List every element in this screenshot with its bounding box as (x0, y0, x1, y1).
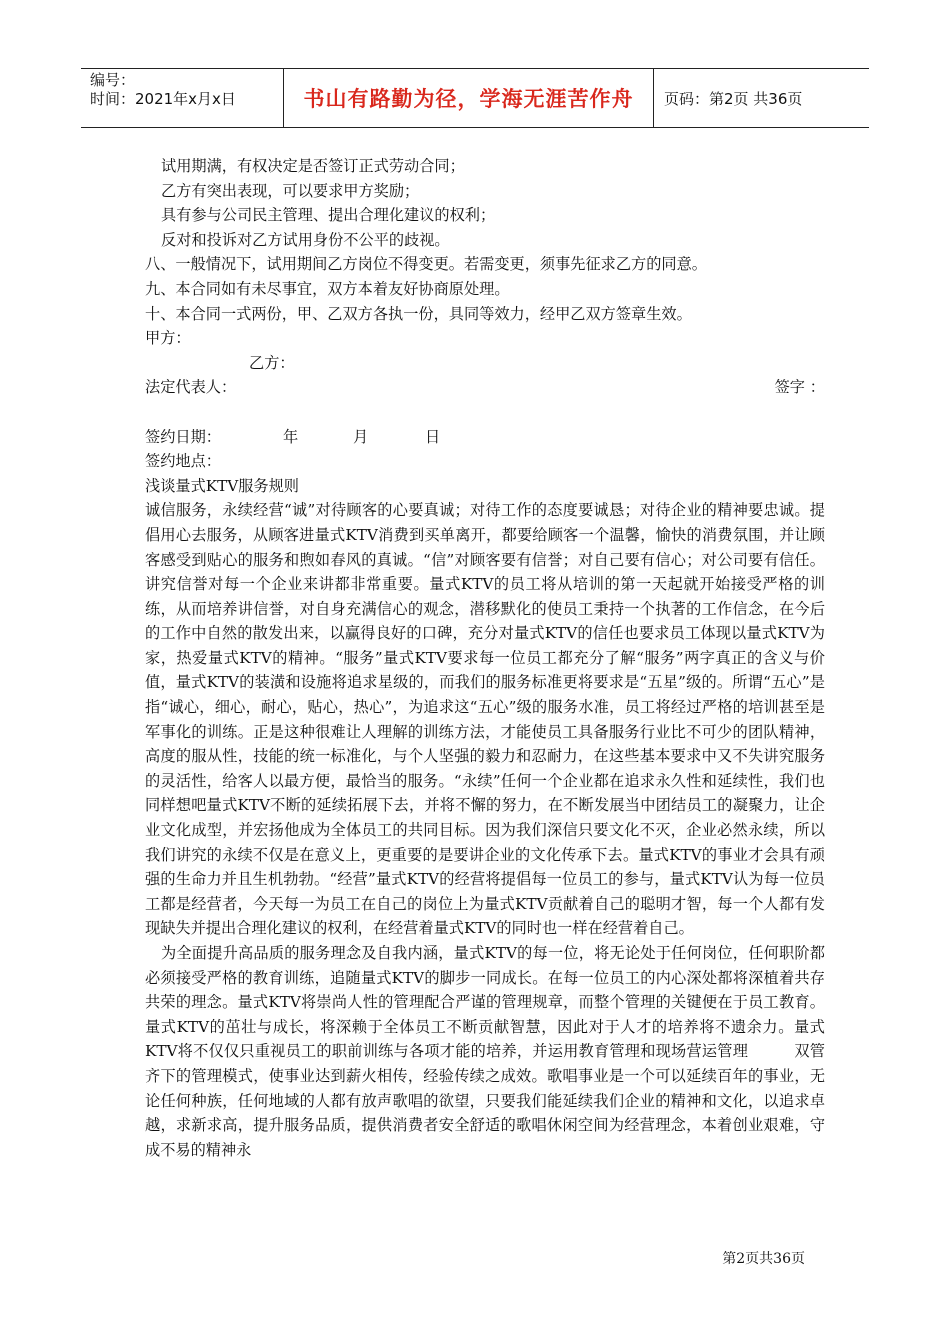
right-item: 反对和投诉对乙方试用身份不公平的歧视。 (161, 230, 450, 249)
sign-date-label: 签约日期： (145, 427, 221, 446)
year-label: 年 (283, 427, 299, 446)
header-meta (81, 69, 284, 127)
right-item: 试用期满，有权决定是否签订正式劳动合同； (161, 157, 465, 175)
clause-nine: 九、本合同如有未尽事宜，双方本着友好协商原处理。 (145, 279, 510, 298)
day-label: 日 (425, 427, 441, 446)
sign-date-row (145, 425, 825, 450)
article-title: 浅谈量式KTV服务规则 (145, 476, 299, 495)
number-label: 编号： (90, 71, 136, 89)
blank-line (145, 400, 825, 425)
sign-place-label: 签约地点： (145, 452, 221, 471)
header-motto: 书山有路勤为径，学海无涯苦作舟 (284, 69, 654, 127)
signature-row (145, 375, 825, 400)
article-paragraph-2: 为全面提升高品质的服务理念及自我内涵，量式KTV的每一位，将无论处于任何岗位，任何职阶都必须接受严格的教育训练，追随量式KTV的脚步一同成长。在每一位员工的内心深处都将深植着共存共荣的理念。量式KTV将崇尚人性的管理配合严谨的管理规章，而整个管理的关键便在于员工教育。量式KTV的茁壮与成长，将深赖于全体员工不断贡献智慧，因此对于人才的培养将不遗余力。量式KTV将不仅仅只重视员工的职前训练与各项才能的培养，并运用教育管理和现场营运管理 双管齐下的管理模式，使事业达到薪火相传，经验传续之成效。歌唱事业是一个可以延续百年的事业，无论任何种族，任何地域的人都有放声歌唱的欲望，只要我们能延续我们企业的精神和文化，以追求卓越，求新求高，提升服务品质，提供消费者安全舒适的歌唱休闲空间为经营理念，本着创业艰难，守成不易的精神永 (145, 944, 825, 1159)
signature-label: 签字 ： (774, 378, 825, 397)
right-item: 乙方有突出表现，可以要求甲方奖励； (161, 181, 420, 200)
header-page-label: 页码：第2页 共36页 (664, 89, 803, 108)
page-footer: 第2页共36页 (722, 1251, 805, 1267)
party-a-label: 甲方： (145, 329, 191, 348)
page-header (81, 68, 869, 128)
document-body (145, 154, 825, 1162)
right-item: 具有参与公司民主管理、提出合理化建议的权利； (161, 206, 496, 225)
clause-eight: 八、一般情况下，试用期间乙方岗位不得变更。若需变更，须事先征求乙方的同意。 (145, 255, 707, 274)
legal-rep-label: 法定代表人： (145, 378, 237, 397)
article-paragraph-1: 诚信服务，永续经营“诚”对待顾客的心要真诚；对待工作的态度要诚恳；对待企业的精神要忠诚。提倡用心去服务，从顾客进量式KTV消费到买单离开，都要给顾客一个温馨，愉快的消费氛围，并让顾客感受到贴心的服务和煦如春风的真诚。“信”对顾客要有信誉；对自己要有信心；对公司要有信任。讲究信誉对每一个企业来讲都非常重要。量式KTV的员工将从培训的第一天起就开始接受严格的训练，从而培养讲信誉，对自身充满信心的观念，潜移默化的使员工秉持一个执著的工作信念，在今后的工作中自然的散发出来，以赢得良好的口碑，充分对量式KTV的信任也要求员工体现以量式KTV为家，热爱量式KTV的精神。“服务”量式KTV要求每一位员工都充分了解“服务”两字真正的含义与价值，量式KTV的装潢和设施将追求星级的，而我们的服务标准更将要求是“五星”级的。所谓“五心”是指“诚心，细心，耐心，贴心，热心”，为追求这“五心”级的服务水准，员工将经过严格的培训甚至是军事化的训练。正是这种很难让人理解的训练方法，才能使员工具备服务行业比不可少的团队精神，高度的服从性，技能的统一标准化，与个人坚强的毅力和忍耐力，在这些基本要求中又不失讲究服务的灵活性，给客人以最方便，最恰当的服务。“永续”任何一个企业都在追求永久性和延续性，我们也同样想吧量式KTV不断的延续拓展下去，并将不懈的努力，在不断发展当中团结员工的凝聚力，让企业文化成型，并宏扬他成为全体员工的共同目标。因为我们深信只要文化不灭，企业必然永续，所以我们讲究的永续不仅是在意义上，更重要的是要讲企业的文化传承下去。量式KTV的事业才会具有顽强的生命力并且生机勃勃。“经营”量式KTV的经营将提倡每一位员工的参与，量式KTV认为每一位员工都是经营者，今天每一为员工在自己的岗位上为量式KTV贡献着自己的聪明才智，每一个人都有发现缺失并提出合理化建议的权利，在经营着量式KTV的同时也一样在经营着自己。 (145, 501, 825, 938)
clause-ten: 十、本合同一式两份，甲、乙双方各执一份，具同等效力，经甲乙双方签章生效。 (145, 304, 692, 323)
month-label: 月 (353, 427, 369, 446)
party-b-label: 乙方： (249, 353, 295, 372)
time-label: 时间：2021年x月x日 (90, 90, 236, 108)
